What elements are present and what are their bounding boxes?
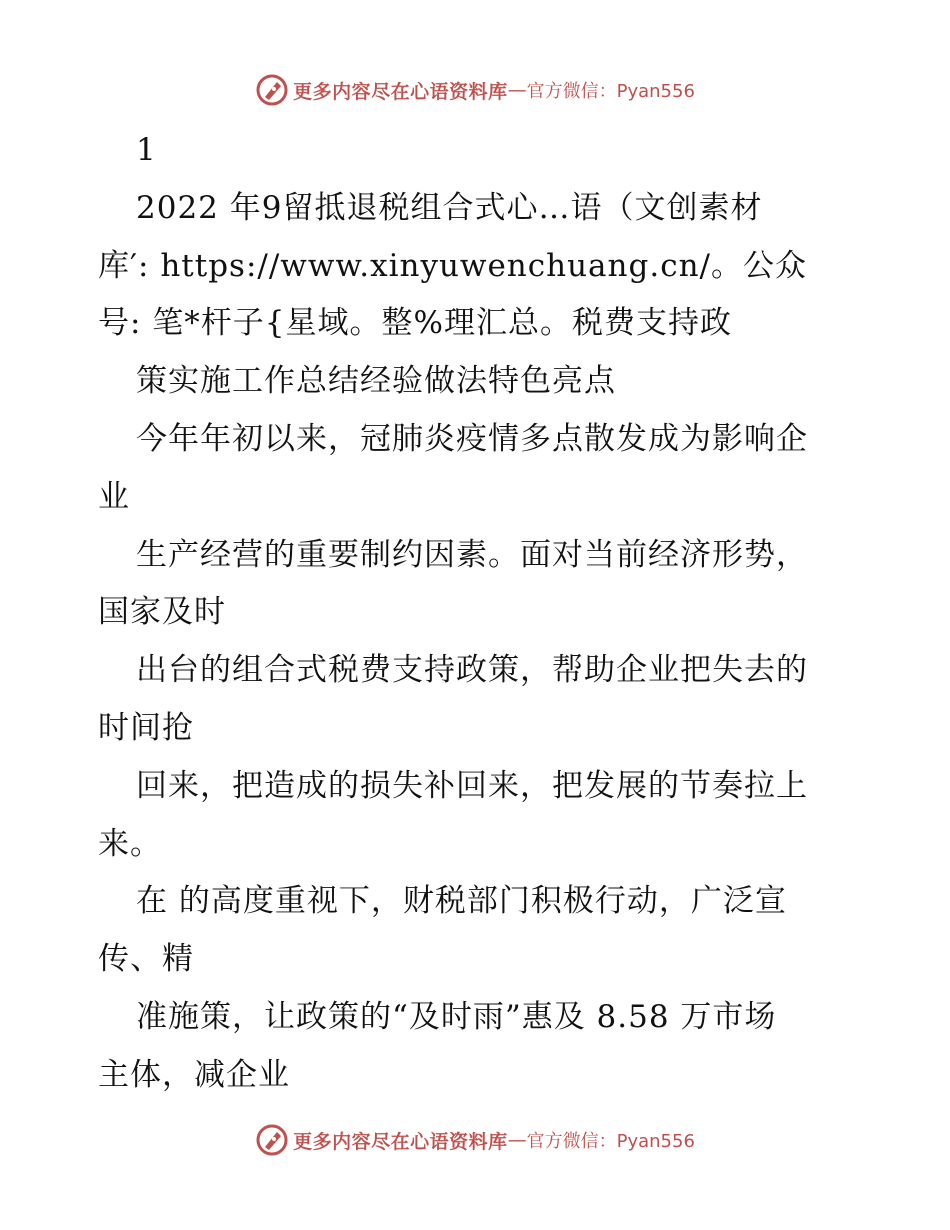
banner-text: 更多内容尽在心语资料库: [293, 80, 508, 103]
page-number: 1: [136, 132, 157, 168]
text-line: 2022 年9留抵退税组合式心…语（文创素材: [136, 189, 763, 226]
document-body: [98, 122, 858, 1105]
paragraph-line: 时间抢: [98, 709, 194, 746]
paragraph-line: 回来，把造成的损失补回来，把发展的节奏拉上: [136, 767, 808, 804]
paragraph-line: 准施策，让政策的“及时雨”惠及 8.58 万市场: [136, 998, 777, 1035]
pen-nib-circle-icon: [255, 73, 289, 107]
paragraph-line: 在 的高度重视下，财税部门积极行动，广泛宣: [136, 883, 787, 920]
banner-separator: —: [507, 79, 527, 101]
paragraph-line: 传、精: [98, 941, 194, 978]
banner-text: 更多内容尽在心语资料库: [293, 1130, 508, 1153]
pen-nib-circle-icon: [255, 1123, 289, 1157]
header-watermark-banner: [0, 70, 950, 110]
footer-watermark-banner: [0, 1120, 950, 1160]
banner-separator: —: [507, 1129, 527, 1151]
paragraph-line: 业: [98, 478, 130, 515]
text-line: 号: 笔*杆子{星域。整%理汇总。税费支持政: [98, 305, 732, 342]
paragraph-line: 今年年初以来，冠肺炎疫情多点散发成为影响企: [136, 420, 808, 457]
paragraph-line: 来。: [98, 825, 162, 862]
paragraph-line: 出台的组合式税费支持政策，帮助企业把失去的: [136, 652, 808, 689]
paragraph-line: 主体，减企业: [98, 1056, 290, 1093]
text-line: 库′: https://www.xinyuwenchuang.cn/。公众: [98, 247, 807, 284]
paragraph-line: 生产经营的重要制约因素。面对当前经济形势，: [136, 536, 808, 573]
paragraph-line: 国家及时: [98, 594, 226, 631]
banner-wechat-id: 官方微信：Pyan556: [526, 1131, 695, 1152]
banner-wechat-id: 官方微信：Pyan556: [526, 81, 695, 102]
document-title: 策实施工作总结经验做法特色亮点: [136, 363, 616, 400]
